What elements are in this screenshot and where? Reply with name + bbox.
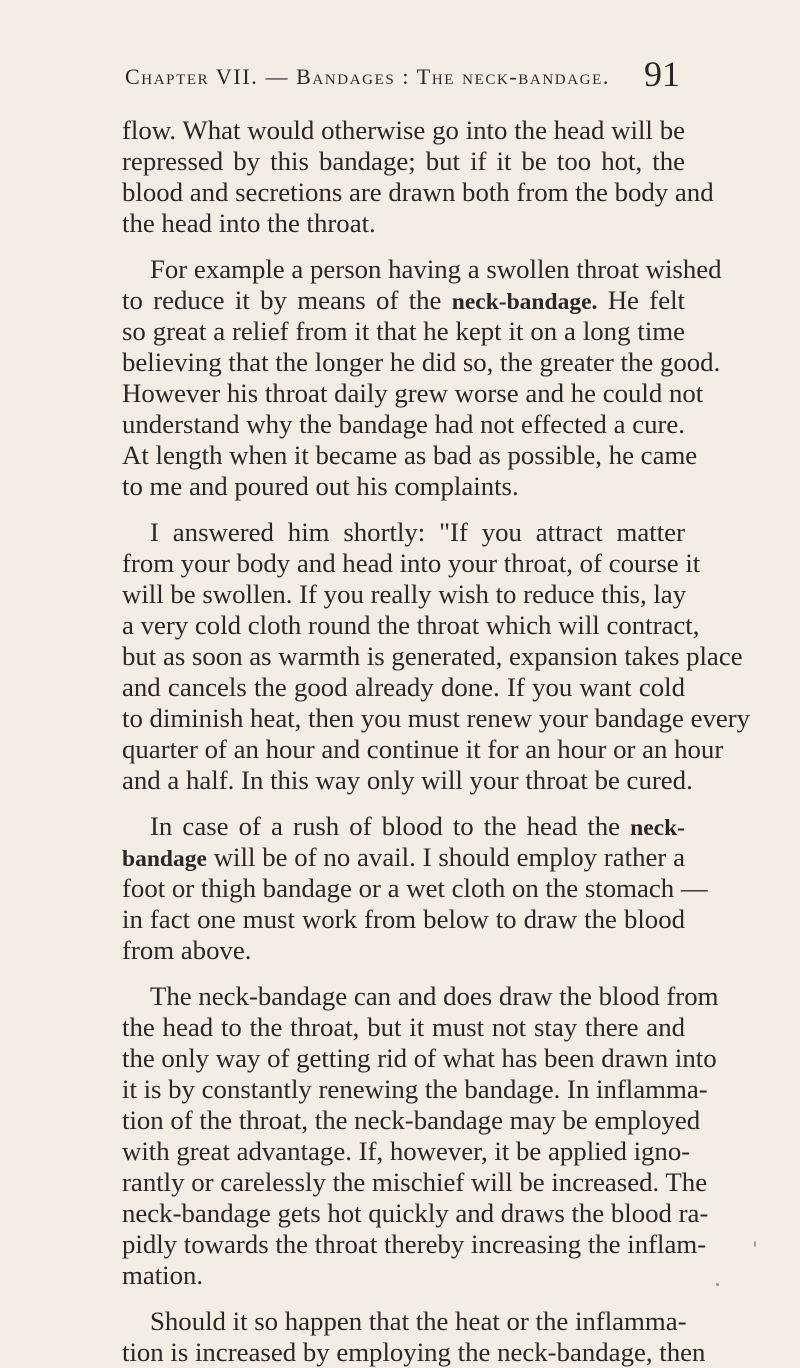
text-line: and a half. In this way only will your throat be cured. [122, 765, 693, 795]
text-line: with great advantage. If, however, it be applied igno- [122, 1136, 691, 1166]
text-line: repressed by this bandage; but if it be too hot, the [122, 146, 685, 176]
text-line: and cancels the good already done. If you want cold [122, 672, 685, 702]
text-line: the only way of getting rid of what has been drawn into [122, 1043, 717, 1073]
paper-speck [754, 1241, 756, 1247]
text-line: I answered him shortly: "If you attract matter [150, 517, 685, 547]
text-line: tion is increased by employing the neck-bandage, then [122, 1337, 706, 1367]
text-line: from above. [122, 935, 252, 965]
page-number: 91 [644, 54, 680, 94]
text-line: will be swollen. If you really wish to reduce this, lay [122, 579, 687, 609]
text-line [122, 842, 685, 873]
text-line: mation. [122, 1260, 204, 1290]
bold-term: bandage [122, 846, 207, 872]
chapter-heading: Chapter VII. — Bandages : The neck-bandage. [125, 64, 610, 89]
text-line [122, 285, 685, 316]
text-line: but as soon as warmth is generated, expansion takes place [122, 641, 743, 671]
text-line [122, 811, 685, 842]
text-line: to diminish heat, then you must renew your bandage every [122, 703, 751, 733]
text-run: He felt [597, 285, 685, 315]
body-text [122, 115, 751, 1367]
text-line: Should it so happen that the heat or the inflamma- [150, 1306, 687, 1336]
text-line: For example a person having a swollen throat wished [150, 254, 722, 284]
bold-term: neck- [630, 815, 685, 841]
text-line: tion of the throat, the neck-bandage may be employed [122, 1105, 701, 1135]
paper-speck [716, 1283, 719, 1286]
bold-term: neck-bandage. [451, 289, 598, 315]
text-line: in fact one must work from below to draw the blood [122, 904, 685, 934]
text-line: from your body and head into your throat, of course it [122, 548, 701, 578]
text-line: neck-bandage gets hot quickly and draws the blood ra- [122, 1198, 709, 1228]
text-line: believing that the longer he did so, the greater the good. [122, 347, 721, 377]
text-line: the head to the throat, but it must not stay there and [122, 1012, 685, 1042]
text-line: quarter of an hour and continue it for an hour or an hour [122, 734, 724, 764]
running-header [125, 56, 680, 106]
text-line: foot or thigh bandage or a wet cloth on the stomach — [122, 873, 708, 903]
text-line: it is by constantly renewing the bandage. In inflamma- [122, 1074, 708, 1104]
text-line: pidly towards the throat thereby increasing the inflam- [122, 1229, 707, 1259]
text-line: flow. What would otherwise go into the head will be [122, 115, 685, 145]
text-line: rantly or carelessly the mischief will be increased. The [122, 1167, 708, 1197]
text-run: will be of no avail. I should employ rather a [206, 842, 685, 872]
text-line: understand why the bandage had not effected a cure. [122, 409, 685, 439]
text-line: the head into the throat. [122, 208, 376, 238]
text-line: to me and poured out his complaints. [122, 471, 519, 501]
text-line: blood and secretions are drawn both from the body and [122, 177, 714, 207]
text-line: The neck-bandage can and does draw the blood from [150, 981, 719, 1011]
text-line: At length when it became as bad as possible, he came [122, 440, 698, 470]
text-run: to reduce it by means of the [122, 285, 452, 315]
text-line: so great a relief from it that he kept it on a long time [122, 316, 685, 346]
text-run: In case of a rush of blood to the head the [150, 811, 631, 841]
text-line: a very cold cloth round the throat which will contract, [122, 610, 700, 640]
text-line: However his throat daily grew worse and he could not [122, 378, 704, 408]
